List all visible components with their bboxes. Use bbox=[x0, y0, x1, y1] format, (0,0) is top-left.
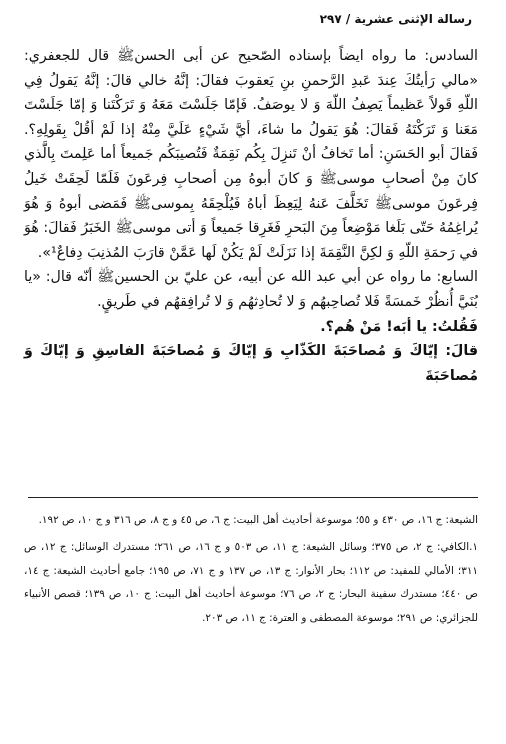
footnote-continued: الشيعة: ج ١٦، ص ٤٣٠ و ٥٥؛ موسوعة أحاديث أهل البيت: ج ٦، ص ٤٥ و ج ٨، ص ٣١٦ و ج ١٠، ص ١٩٢. bbox=[38, 514, 478, 526]
body-text bbox=[24, 44, 478, 388]
footnotes bbox=[24, 509, 478, 632]
running-head: رسالة الإثنى عشرية / ٢٩٧ bbox=[319, 12, 472, 26]
footnote-divider bbox=[28, 497, 478, 498]
paragraph-sixth-narration: السادس: ما رواه ايضاً بإسناده الصّحيح عن أبى الحسنﷺ قال للجعفري: «مالي رَأيتُكَ عِندَ عَبدِ الرَّحمنِ بنِ يَعقوبَ فقالَ: إنَّهُ خالي قالَ: إنَّهُ يَقولُ فِي اللّهِ قَولاً عَظيماً يَصِفُ اللّهَ وَ لا يوصَفُ. فَإمّا جَلَسْتَ مَعَهُ وَ تَرَكْتَنا وَ إمّا جَلَسْتَ مَعَنا وَ تَرَكْتَهُ فَقالَ: هُوَ يَقولُ ما شاءَ، أيَّ شَيْءٍ عَلَيَّ مِنْهُ إذا لَمْ أقُلْ بِقَولِهِ؟. فَقالَ أبو الحَسَنِ: أما تَخافُ أنْ تَنزِلَ بِكُم نَقِمَةٌ فَتُصيبَكُم جَميعاً أما عَلِمتَ بِالَّذي كانَ مِنْ أصحابِ موسىﷺ وَ كانَ أبوهُ مِن أصحابِ فِرعَونَ فَلَمّا لَحِقَتْ خَيلُ فِرعَونَ موسىﷺ تَخَلَّفَ عَنهُ لِيَعِظَ أباهُ فَيُلْحِقَهُ بِموسىﷺ فَمَضى أبوهُ وَ هُوَ يُراغِمُهُ حَتّى بَلَغا مَوْضِعاً مِنَ البَحرِ فَغَرِقا جَميعاً وَ أتى موسىﷺ الخَبَرُ فَقالَ: هُوَ في رَحمَةِ اللّهِ وَ لكِنَّ النَّقِمَةَ إذا نَزَلَتْ لَمْ يَكُنْ لَها عَمَّنْ قارَبَ المُذنِبَ دِفاعٌ¹». bbox=[24, 48, 478, 261]
footnote-1: ١.الكافي: ج ٢، ص ٣٧٥؛ وسائل الشيعة: ج ١١، ص ٥٠٣ و ج ١٦، ص ٢٦١؛ مستدرك الوسائل: ج ١٢، ص ٣١١؛ الأمالي للمفيد: ص ١١٢؛ بحار الأنوار: ج ١٣، ص ١٣٧ و ج ٧١، ص ١٩٥؛ جامع أحاديث الشيعة: ج ١٤، ص ٤٤٠؛ مستدرك سفينة البحار: ج ٢، ص ٧٦؛ موسوعة أحاديث أهل البيت: ج ١٠، ص ١٣٩؛ قصص الأنبياء للجزائري: ص ٢٩١؛ موسوعة المصطفى و العترة: ج ١١، ص ٢٠٣. bbox=[24, 541, 479, 624]
paragraph-answer: قالَ: إيّاكَ وَ مُصاحَبَةَ الكَذّابِ وَ إيّاكَ وَ مُصاحَبَةَ الفاسِقِ وَ إيّاكَ وَ مُصاحَبَةَ bbox=[24, 343, 478, 384]
paragraph-question: فَقُلتُ: يا أبَه! مَنْ هُم؟. bbox=[320, 318, 478, 335]
paragraph-seventh-narration: السابع: ما رواه عن أبي عبد الله عن أبيه، عن عليّ بن الحسينﷺ أنّه قال: «يا بُنَيَّ أُنظُرْ خَمسَةً فَلا تُصاحِبهُم وَ لا تُحادِثهُم وَ لا تُرافِقهُم في طَريقٍ. bbox=[24, 269, 478, 310]
